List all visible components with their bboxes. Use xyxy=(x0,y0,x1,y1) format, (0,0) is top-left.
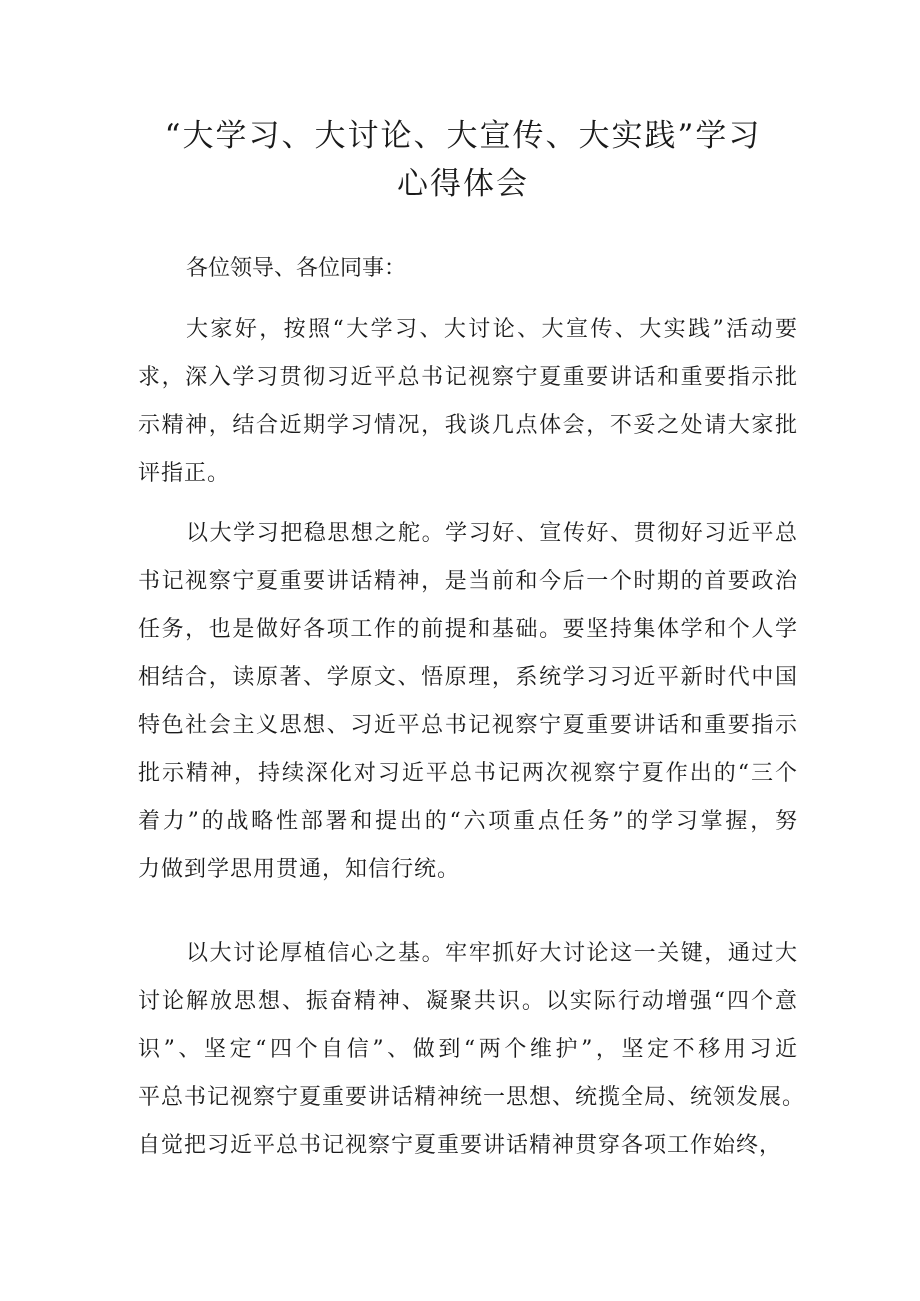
paragraph-line: 平总书记视察宁夏重要讲话精神统一思想、统揽全局、统领发展。 xyxy=(138,1085,806,1110)
greeting: 各位领导、各位同事： xyxy=(186,256,407,281)
paragraph-line: 任务，也是做好各项工作的前提和基础。要坚持集体学和个人学 xyxy=(138,617,798,642)
paragraph-line: 评指正。 xyxy=(138,461,231,486)
paragraph-line: 特色社会主义思想、习近平总书记视察宁夏重要讲话和重要指示 xyxy=(138,713,798,738)
paragraph-line: 着力”的战略性部署和提出的“六项重点任务”的学习掌握，努 xyxy=(138,809,798,834)
paragraph-line: 批示精神，持续深化对习近平总书记两次视察宁夏作出的“三个 xyxy=(138,761,798,786)
paragraph-line: 以大讨论厚植信心之基。牢牢抓好大讨论这一关键，通过大 xyxy=(186,941,798,966)
paragraph-2 xyxy=(138,510,798,894)
title-line-1: “大学习、大讨论、大宣传、大实践”学习 xyxy=(164,118,762,154)
paragraph-line: 相结合，读原著、学原文、悟原理，系统学习习近平新时代中国 xyxy=(138,665,798,690)
paragraph-line: 大家好，按照“大学习、大讨论、大宣传、大实践”活动要 xyxy=(186,317,798,342)
paragraph-line: 力做到学思用贯通，知信行统。 xyxy=(138,857,461,882)
paragraph-line: 自觉把习近平总书记视察宁夏重要讲话精神贯穿各项工作始终， xyxy=(138,1133,783,1158)
paragraph-line: 讨论解放思想、振奋精神、凝聚共识。以实际行动增强“四个意 xyxy=(138,989,798,1014)
paragraph-line: 求，深入学习贯彻习近平总书记视察宁夏重要讲话和重要指示批 xyxy=(138,365,798,390)
paragraph-line: 示精神，结合近期学习情况，我谈几点体会，不妥之处请大家批 xyxy=(138,413,798,438)
document-title xyxy=(138,112,788,208)
paragraph-line: 识”、坚定“四个自信”、做到“两个维护”，坚定不移用习近 xyxy=(138,1037,798,1062)
paragraph-1 xyxy=(138,306,798,498)
title-line-2: 心得体会 xyxy=(397,166,529,202)
paragraph-line: 书记视察宁夏重要讲话精神，是当前和今后一个时期的首要政治 xyxy=(138,569,798,594)
paragraph-line: 以大学习把稳思想之舵。学习好、宣传好、贯彻好习近平总 xyxy=(186,521,798,546)
paragraph-3 xyxy=(138,930,806,1170)
